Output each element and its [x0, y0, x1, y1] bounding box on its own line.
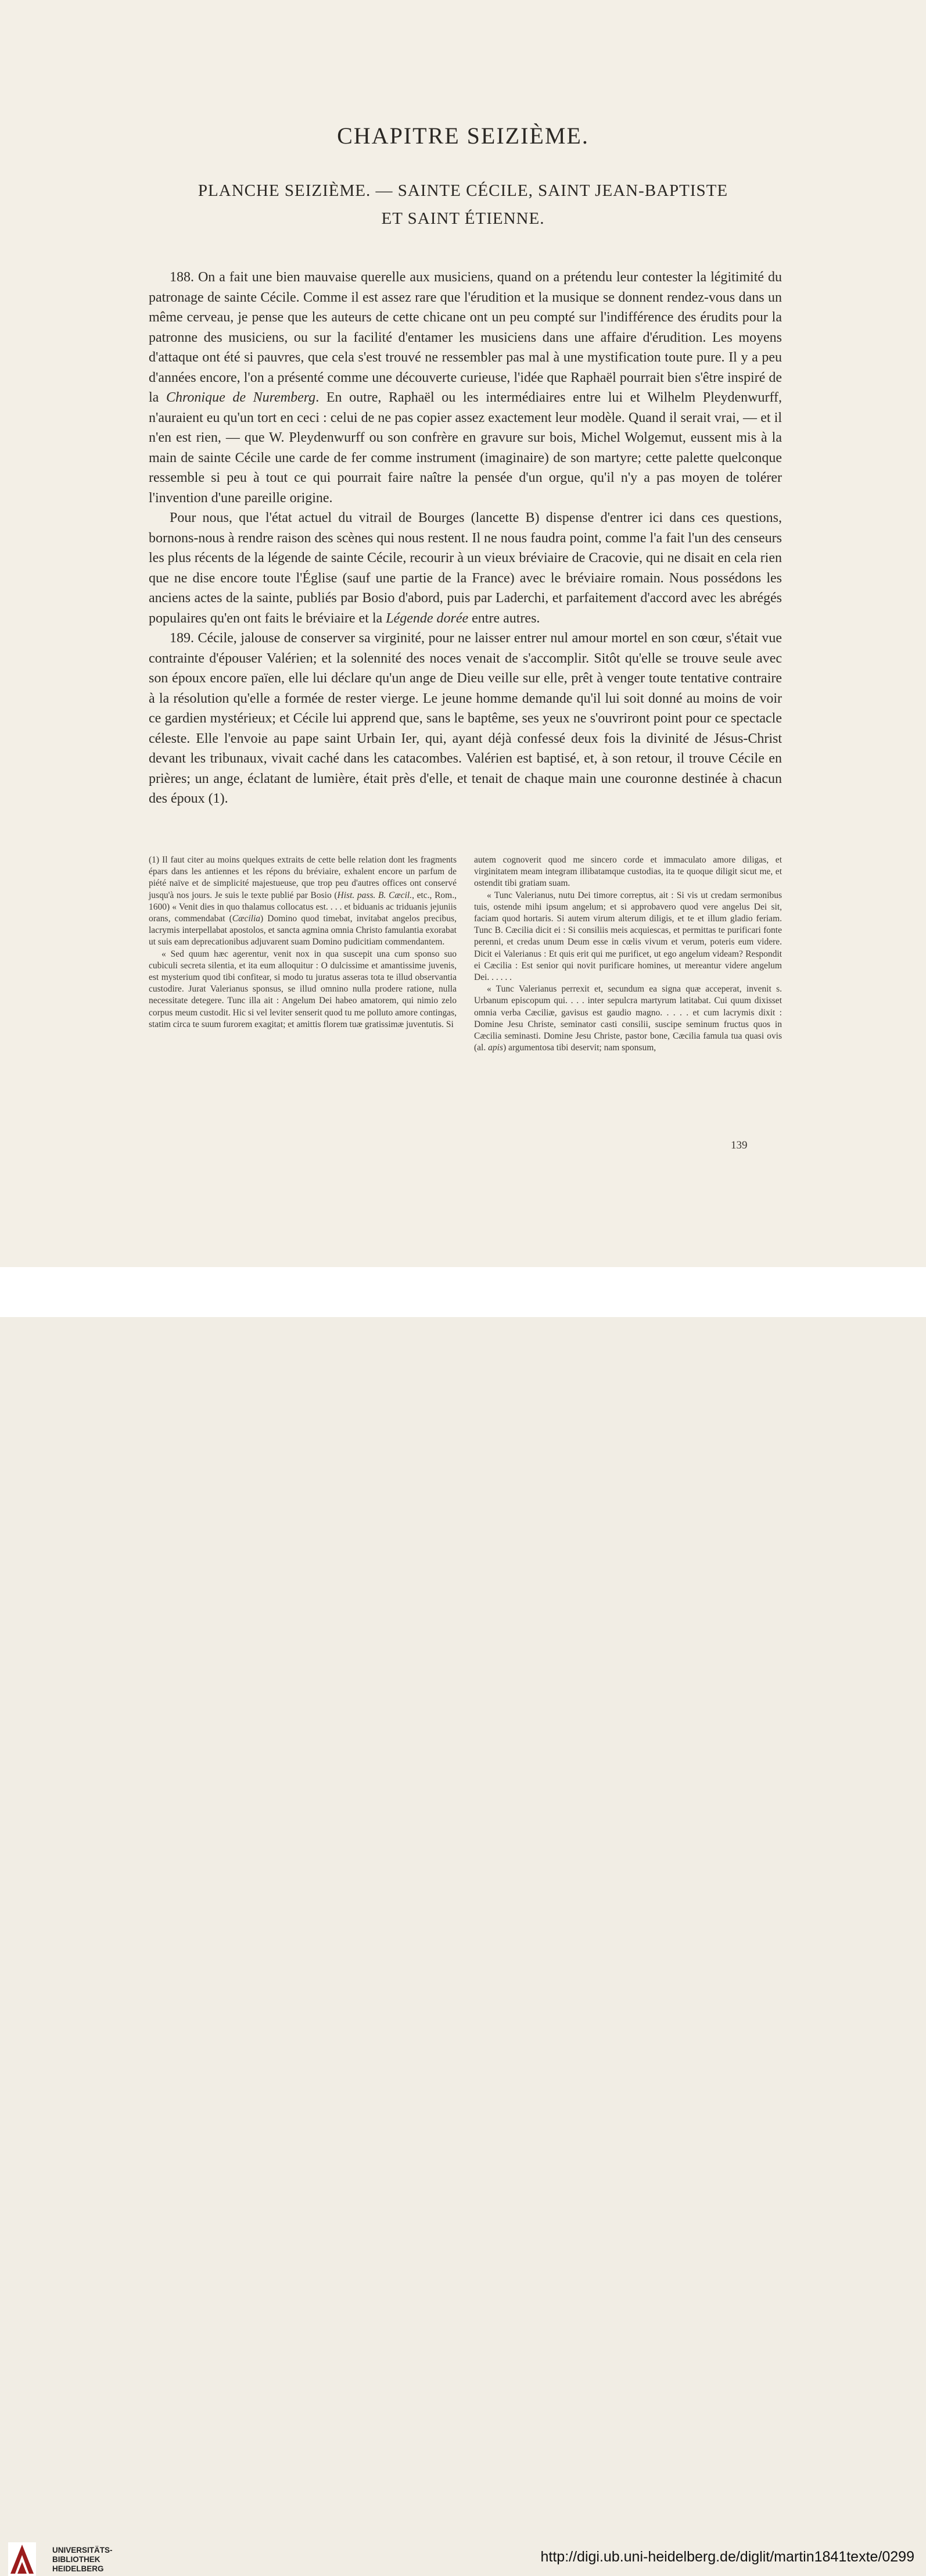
footnote-reference: Hist. pass. B. Cæcil. [337, 890, 412, 900]
footnote-paragraph: « Sed quum hæc agerentur, venit nox in qua suscepit una cum sponso suo cubiculi secreta silentia, et ita eum alloquitur : O dulcissime et amantissime juvenis, est mysterium quod tibi confitear, si modo tu juratus asseras tota te illud observantia custodire. Jurat Valerianus sponsus, se illud omnino nulla prodere ratione, nulla necessitate detegere. Tunc illa ait : Angelum Dei habeo amatorem, qui nimio zelo corpus meum custodit. Hic si vel leviter senserit quod tu me polluto amore contingas, statim circa te suum furorem exagitat; et amittis florem tuæ gratissimæ juventutis. Si [149, 949, 457, 1029]
paragraph-188c-part-b: entre autres. [468, 610, 540, 626]
footnote-1-part-b: , etc., Rom., 1600) « Venit dies in quo thalamus collocatus est. . . . et biduanis ac triduanis jejuniis orans, commendabat ( [149, 890, 457, 924]
paragraph-189: 189. Cécile, jalouse de conserver sa virginité, pour ne laisser entrer nul amour mortel en son cœur, s'était vue contrainte d'épouser Valérien; et la solennité des noces venait de s'accomplir. Sitôt qu'elle se trouve seule avec son époux encore païen, elle lui déclare qu'un ange de Dieu veille sur elle, prêt à venger toute tentative contraire à la résolution qu'elle a formée de rester vierge. Le jeune homme demande qu'il lui soit donné au moins de voir ce gardien mystérieux; et Cécile lui apprend que, sans le baptême, ses yeux ne s'ouvriront point pour ce spectacle céleste. Elle l'envoie au pape saint Urbain Ier, qui, ayant déjà confessé deux fois la divinité de Jésus-Christ devant les tribunaux, vivait caché dans les catacombes. Valérien est baptisé, et, à son retour, il trouve Cécile en prières; un ange, éclatant de lumière, était près d'elle, et tenait de chaque main une couronne destinée à chacun des époux (1). [149, 631, 782, 806]
footnote-paragraph [474, 983, 782, 1054]
footnote-1-part-c: ) Domino quod timebat, invitabat angelos precibus, lacrymis interpellabat apostolos, et sancta agmina omnia Christo famulantia exorabat ut suis eam deprecationibus adjuvarent suam Domino pudicitiam commendantem. [149, 914, 457, 947]
library-name-line1: UNIVERSITÄTS- [52, 2546, 113, 2554]
footnotes [149, 854, 782, 1054]
footnote-1-part-a: (1) Il faut citer au moins quelques extraits de cette belle relation dont les fragments épars dans les antiennes et les répons du bréviaire, exhalent encore un parfum de piété naïve et de simplicité majestueuse, que trop peu d'autres offices ont conservé jusqu'à nos jours. Je suis le texte publié par Bosio ( [149, 855, 457, 900]
footnotes-right-column [474, 854, 782, 1054]
library-footer [0, 1267, 926, 2573]
plate-title-line1: PLANCHE SEIZIÈME. — SAINTE CÉCILE, SAINT JEAN-BAPTISTE [198, 181, 728, 200]
footnote-paragraph: autem cognoverit quod me sincero corde et immaculato amore diligas, et virginitatem meam integram illibatamque custodias, ita te quoque diligit sicut me, et ostendit tibi gratiam suam. [474, 855, 782, 889]
paragraph-188 [149, 267, 782, 508]
book-title-chronique: Chronique de Nuremberg [166, 390, 316, 405]
footnote-name: Cæcilia [232, 914, 261, 924]
book-title-legende: Légende dorée [386, 610, 469, 626]
paragraph-188-part-a: 188. On a fait une bien mauvaise querelle aux musiciens, quand on a prétendu leur contester la légitimité du patronage de sainte Cécile. Comme il est assez rare que l'érudition et la musique se donnent rendez-vous dans un même cerveau, je pense que les auteurs de cette chicane ont un peu compté sur l'indifférence des érudits pour la patronne des musiciens, ou sur la facilité d'entamer les musiciens dans une affaire d'érudition. Les moyens d'attaque ont été si pauvres, que cela s'est trouvé ne ressembler pas mal à une mystification toute pure. Il y a peu d'années encore, l'on a présenté comme une découverte curieuse, l'idée que Raphaël pourrait bien s'être inspiré de la [149, 270, 782, 405]
footnote-1 [149, 854, 457, 949]
source-url-link[interactable]: http://digi.ub.uni-heidelberg.de/diglit/martin1841texte/0299 [540, 2549, 914, 2565]
footnote-paragraph: « Tunc Valerianus, nutu Dei timore correptus, ait : Si vis ut credam sermonibus tuis, ostende mihi ipsum angelum; et si approbavero quod vere angelus Dei sit, faciam quod hortaris. Si autem virum alterum diligis, et te et illum gladio feriam. Tunc B. Cæcilia dicit ei : Si consiliis meis acquiescas, et permittas te purificari fonte perenni, et credas unum Deum esse in cœlis vivum et verum, poteris eum videre. Dicit ei Valerianus : Et quis erit qui me purificet, ut ego angelum videam? Respondit ei Cæcilia : Est senior qui novit purificare homines, ut mereantur videre angelum Dei. . . . . . [474, 890, 782, 983]
paragraph-188-part-b: . En outre, Raphaël ou les intermédiaires entre lui et Wilhelm Pleydenwurff, n'auraient eu qu'un tort en ceci : celui de ne pas copier assez exactement leur modèle. Quand il serait vrai, — et il n'en est rien, — que W. Pleydenwurff ou son confrère en gravure sur bois, Michel Wolgemut, eussent mis à la main de sainte Cécile une carde de fer comme instrument (imaginaire) de son martyre; cette palette quelconque ressemble si peu à tout ce qui pourrait faire naître la pensée d'un orgue, qu'il n'y a pas moyen de tolérer l'invention d'une pareille origine. [149, 390, 782, 506]
footnote-part-b: ) argumentosa tibi deservit; nam sponsum, [503, 1043, 656, 1053]
plate-title-line2: ET SAINT ÉTIENNE. [381, 209, 545, 228]
paragraph-188-continued [149, 508, 782, 628]
chapter-title: CHAPITRE SEIZIÈME. [337, 123, 589, 149]
main-text [149, 267, 782, 809]
footnotes-left-column [149, 854, 457, 1054]
footnote-italic-word: apis [488, 1043, 503, 1053]
library-name-line3: HEIDELBERG [52, 2564, 104, 2573]
university-library-logo-icon [8, 2542, 36, 2576]
footnote-part-a: « Tunc Valerianus perrexit et, secundum ea signa quæ acceperat, invenit s. Urbanum episcopum qui. . . . inter sepulcra martyrum latitabat. Cui quum dixisset omnia verba Cæciliæ, gavisus est gaudio magno. . . . . et cum lacrymis dixit : Domine Jesu Christe, seminator casti consilii, suscipe seminum fructus quos in Cæcilia seminasti. Domine Jesu Christe, pastor bone, Cæcilia famula tua quasi ovis (al. [474, 984, 782, 1053]
library-name-line2: BIBLIOTHEK [52, 2555, 101, 2564]
page-number: 139 [731, 1139, 748, 1151]
paragraph-188c-part-a: Pour nous, que l'état actuel du vitrail de Bourges (lancette B) dispense d'entrer ici dans ces questions, bornons-nous à rendre raison des scènes qui nous restent. Il ne nous faudra point, comme l'a fait l'un des censeurs les plus récents de la légende de sainte Cécile, recourir à un vieux bréviaire de Cracovie, qui ne disait en cela rien que ne dise encore toute l'Église (sauf une partie de la France) avec le bréviaire romain. Nous possédons les anciens actes de la sainte, publiés par Bosio d'abord, puis par Laderchi, et parfaitement d'accord avec les abrégés populaires qu'en ont faits le bréviaire et la [149, 510, 782, 626]
library-name [52, 2546, 113, 2574]
